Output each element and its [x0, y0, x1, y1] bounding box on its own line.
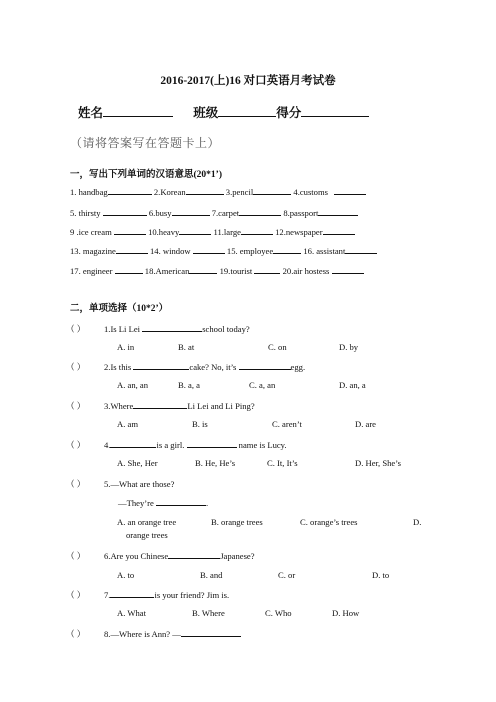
- vocab-row: [70, 226, 355, 237]
- option: C. aren’t: [272, 419, 302, 429]
- option: C. or: [278, 570, 296, 580]
- option: B. and: [200, 570, 223, 580]
- answer-paren: （ ）: [66, 440, 86, 450]
- vocab-item: 16. assistant: [303, 246, 346, 256]
- answer-paren: （ ）: [66, 629, 86, 639]
- question-text: 3.Where: [104, 401, 134, 411]
- option: D. are: [355, 419, 376, 429]
- question-3: [66, 400, 255, 412]
- option: orange trees: [126, 530, 168, 540]
- answer-sheet-note: （请将答案写在答题卡上）: [70, 136, 221, 150]
- answer-paren: （ ）: [66, 551, 86, 561]
- vocab-item: 15. employee: [226, 246, 274, 256]
- option: A. to: [117, 570, 135, 580]
- section2-heading: 二，单项选择（10*2’）: [70, 304, 169, 314]
- option: D. Her, She’s: [355, 458, 401, 468]
- option: B. He, He’s: [195, 458, 236, 468]
- question-text: cake? No, it’s: [189, 362, 239, 372]
- vocab-item: 17. engineer: [70, 266, 113, 276]
- option: D. How: [332, 608, 360, 618]
- question-text: 6.Are you Chinese: [104, 551, 169, 561]
- vocab-item: 6.busy: [148, 208, 172, 218]
- question-5: [66, 478, 174, 490]
- question-7: [66, 589, 229, 601]
- question-text: egg.: [290, 362, 306, 372]
- vocab-row: [70, 265, 364, 276]
- class-label: 班级: [193, 106, 219, 120]
- option: C. a, an: [249, 380, 276, 390]
- question-6: [66, 550, 255, 562]
- name-blank: [103, 105, 173, 117]
- vocab-item: 4.customs: [293, 187, 329, 197]
- option: D. an, a: [339, 380, 366, 390]
- question-text: is your friend? Jim is.: [154, 590, 230, 600]
- vocab-item: 13. magazine: [70, 246, 116, 256]
- vocab-item: 10.heavy: [148, 227, 180, 237]
- question-text: 8.—Where is Ann? —: [104, 629, 181, 639]
- vocab-item: 1. handbag: [70, 187, 108, 197]
- vocab-item: 14. window: [149, 246, 191, 256]
- answer-paren: （ ）: [66, 401, 86, 411]
- option: C. Who: [265, 608, 292, 618]
- question-5-answer-line: [118, 497, 208, 508]
- option: A. am: [117, 419, 139, 429]
- question-text: Japanese?: [220, 551, 255, 561]
- question-text: school today?: [202, 324, 250, 334]
- option: A. an orange tree: [117, 517, 177, 527]
- vocab-item: 2.Korean: [153, 187, 186, 197]
- vocab-item: 3.pencil: [225, 187, 254, 197]
- exam-title: 2016-2017(上)16 对口英语月考试卷: [160, 75, 336, 87]
- answer-paren: （ ）: [66, 324, 86, 334]
- vocab-item: 20.air hostess: [282, 266, 330, 276]
- option: C. on: [268, 342, 287, 352]
- vocab-row: [70, 207, 358, 218]
- name-label: 姓名: [78, 106, 104, 120]
- score-blank: [301, 105, 369, 117]
- option: B. Where: [192, 608, 225, 618]
- answer-paren: （ ）: [66, 479, 86, 489]
- student-info-row: [78, 103, 369, 121]
- option: A. She, Her: [117, 458, 158, 468]
- option: C. It, It’s: [267, 458, 298, 468]
- option: A. an, an: [117, 380, 149, 390]
- vocab-item: 7.carpet: [211, 208, 240, 218]
- option: A. What: [117, 608, 146, 618]
- question-text: 7.: [104, 590, 111, 600]
- vocab-item: 18.American: [144, 266, 190, 276]
- question-4: [66, 439, 287, 451]
- option: B. a, a: [178, 380, 200, 390]
- vocab-item: 11.large: [213, 227, 241, 237]
- vocab-row: [70, 245, 377, 256]
- vocab-item: 9 .ice cream: [70, 227, 112, 237]
- option: D. by: [339, 342, 359, 352]
- question-text: 5.—What are those?: [104, 479, 175, 489]
- option: D.: [413, 517, 422, 527]
- option: B. at: [178, 342, 195, 352]
- option: D. to: [372, 570, 390, 580]
- question-text: is a girl.: [156, 440, 187, 450]
- answer-paren: （ ）: [66, 590, 86, 600]
- option: C. orange’s trees: [300, 517, 358, 527]
- vocab-row: [70, 186, 366, 197]
- option: B. is: [192, 419, 208, 429]
- answer-paren: （ ）: [66, 362, 86, 372]
- score-label: 得分: [276, 106, 302, 120]
- option: A. in: [117, 342, 135, 352]
- vocab-item: 8.passport: [283, 208, 319, 218]
- question-text: 2.Is this: [104, 362, 134, 372]
- question-text: .: [205, 498, 209, 508]
- question-text: 4.: [104, 440, 111, 450]
- class-blank: [218, 105, 276, 117]
- vocab-item: 19.tourist: [219, 266, 253, 276]
- question-text: 1.Is Li Lei: [104, 324, 143, 334]
- vocab-item: 5. thirsty: [70, 208, 101, 218]
- question-1: [66, 323, 250, 335]
- question-text: —They’re: [118, 498, 156, 508]
- vocab-item: 12.newspaper: [275, 227, 323, 237]
- question-2: [66, 361, 305, 373]
- section1-heading: 一，写出下列单词的汉语意思(20*1’): [70, 170, 222, 180]
- question-8: [66, 628, 241, 640]
- question-text: Li Lei and Li Ping?: [187, 401, 255, 411]
- question-text: name is Lucy.: [236, 440, 287, 450]
- option: B. orange trees: [211, 517, 263, 527]
